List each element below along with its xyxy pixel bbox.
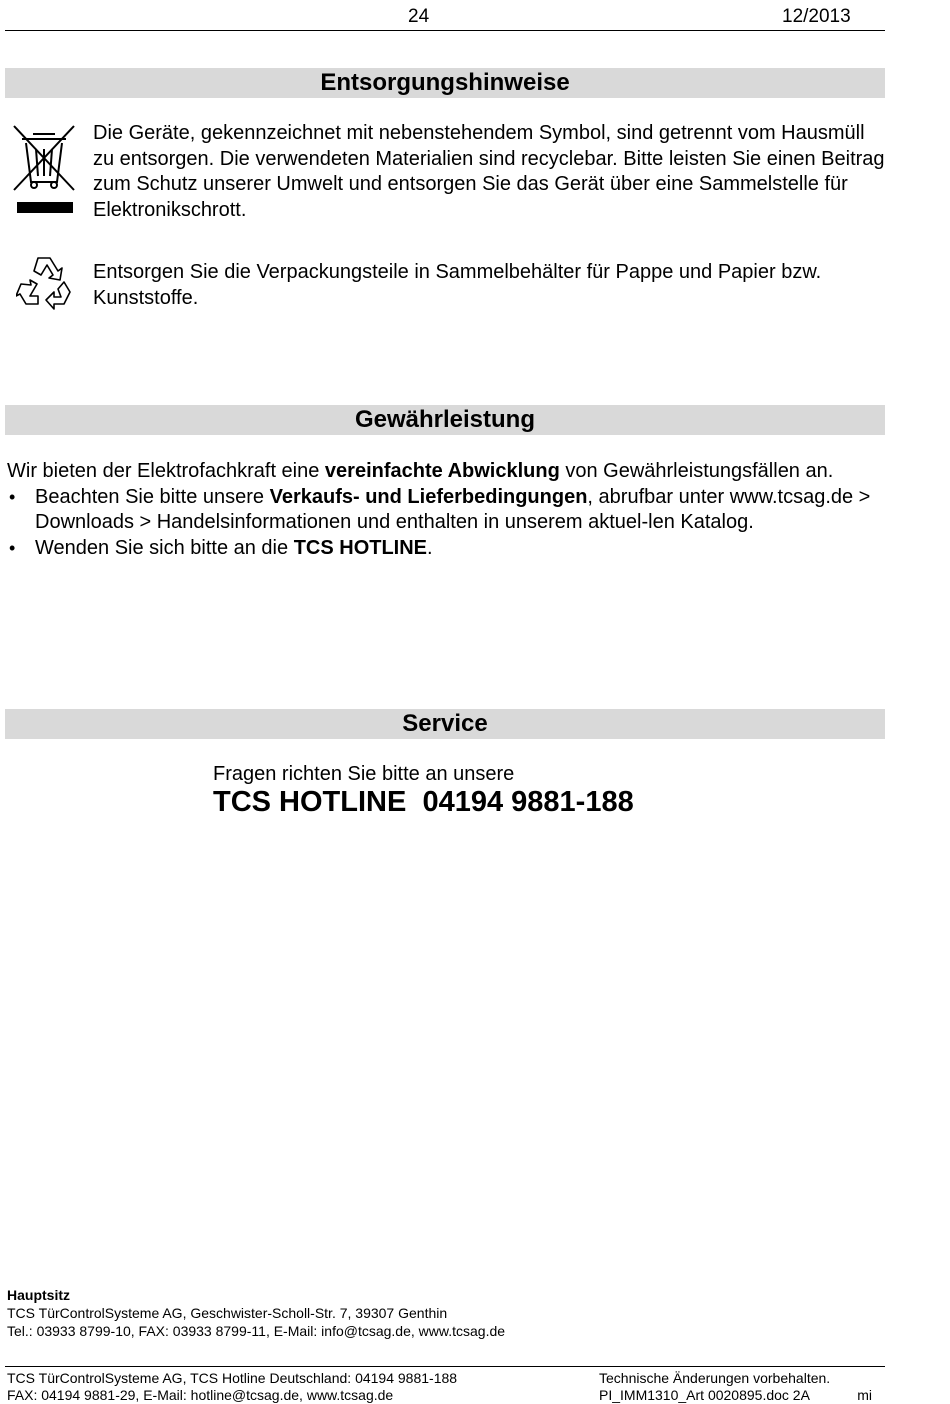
- weee-disposal-text: Die Geräte, gekennzeichnet mit nebenstehendem Symbol, sind getrennt vom Hausmüll zu entsorgen. Die verwendeten Materialien sind recyclebar. Bitte leisten Sie einen Beitrag zum Schutz unserer Umwelt und entsorgen Sie das Gerät über eine Sammelstelle für Elektronikschrott.: [93, 122, 885, 221]
- footer-initials: mi: [857, 1387, 872, 1403]
- warranty-intro-suffix: von Gewährleistungsfällen an.: [559, 460, 834, 482]
- recycle-icon: [16, 254, 78, 316]
- footer-divider: [5, 1366, 885, 1367]
- footer-hotline-line: TCS TürControlSysteme AG, TCS Hotline Deutschland: 04194 9881-188: [7, 1370, 458, 1386]
- packaging-disposal-text: Entsorgen Sie die Verpackungsteile in Sammelbehälter für Pappe und Papier bzw. Kunststoffe.: [93, 261, 822, 309]
- footer-doc-line: [599, 1387, 884, 1404]
- bullet1-suffix: , abrufbar unter www.tcsag.de > Downloads > Handelsinformationen und enthalten in unserem aktuel-len Katalog.: [35, 485, 871, 533]
- section-title-warranty: Gewährleistung: [5, 405, 885, 435]
- list-item: [7, 485, 887, 536]
- footer-fax-line: FAX: 04194 9881-29, E-Mail: hotline@tcsag.de, www.tcsag.de: [7, 1387, 394, 1403]
- bullet2-emphasis: TCS HOTLINE: [293, 536, 428, 559]
- bullet2-prefix: Wenden Sie sich bitte an die: [35, 536, 294, 559]
- warranty-intro: [7, 459, 887, 485]
- bullet1-prefix: Beachten Sie bitte unsere: [35, 485, 270, 508]
- hotline-number: TCS HOTLINE 04194 9881-188: [213, 786, 634, 818]
- document-date: 12/2013: [782, 6, 851, 27]
- list-item: [7, 536, 887, 562]
- headquarters-address: TCS TürControlSysteme AG, Geschwister-Scholl-Str. 7, 39307 Genthin: [7, 1305, 448, 1321]
- footer-right: [599, 1370, 884, 1404]
- crossed-bin-icon: [12, 124, 76, 218]
- header-divider: [5, 30, 885, 31]
- warranty-bullet-list: [7, 485, 887, 562]
- bullet1-emphasis: Verkaufs- und Lieferbedingungen: [269, 485, 588, 508]
- service-intro: Fragen richten Sie bitte an unsere: [213, 763, 515, 785]
- page-number: 24: [408, 6, 430, 27]
- section-title-service: Service: [5, 709, 885, 739]
- warranty-content: [7, 459, 887, 561]
- headquarters-title: Hauptsitz: [7, 1287, 70, 1303]
- warranty-intro-emphasis: vereinfachte Abwicklung: [324, 460, 560, 482]
- section-title-disposal: Entsorgungshinweise: [5, 68, 885, 98]
- headquarters-contact: Tel.: 03933 8799-10, FAX: 03933 8799-11, E-Mail: info@tcsag.de, www.tcsag.de: [7, 1323, 506, 1339]
- footer-disclaimer: Technische Änderungen vorbehalten.: [599, 1370, 831, 1386]
- footer-left: [7, 1370, 457, 1404]
- headquarters-block: [7, 1286, 505, 1340]
- bullet2-suffix: .: [427, 536, 433, 559]
- footer-doc-id: PI_IMM1310_Art 0020895.doc 2A: [599, 1387, 810, 1403]
- warranty-intro-prefix: Wir bieten der Elektrofachkraft eine: [7, 460, 325, 482]
